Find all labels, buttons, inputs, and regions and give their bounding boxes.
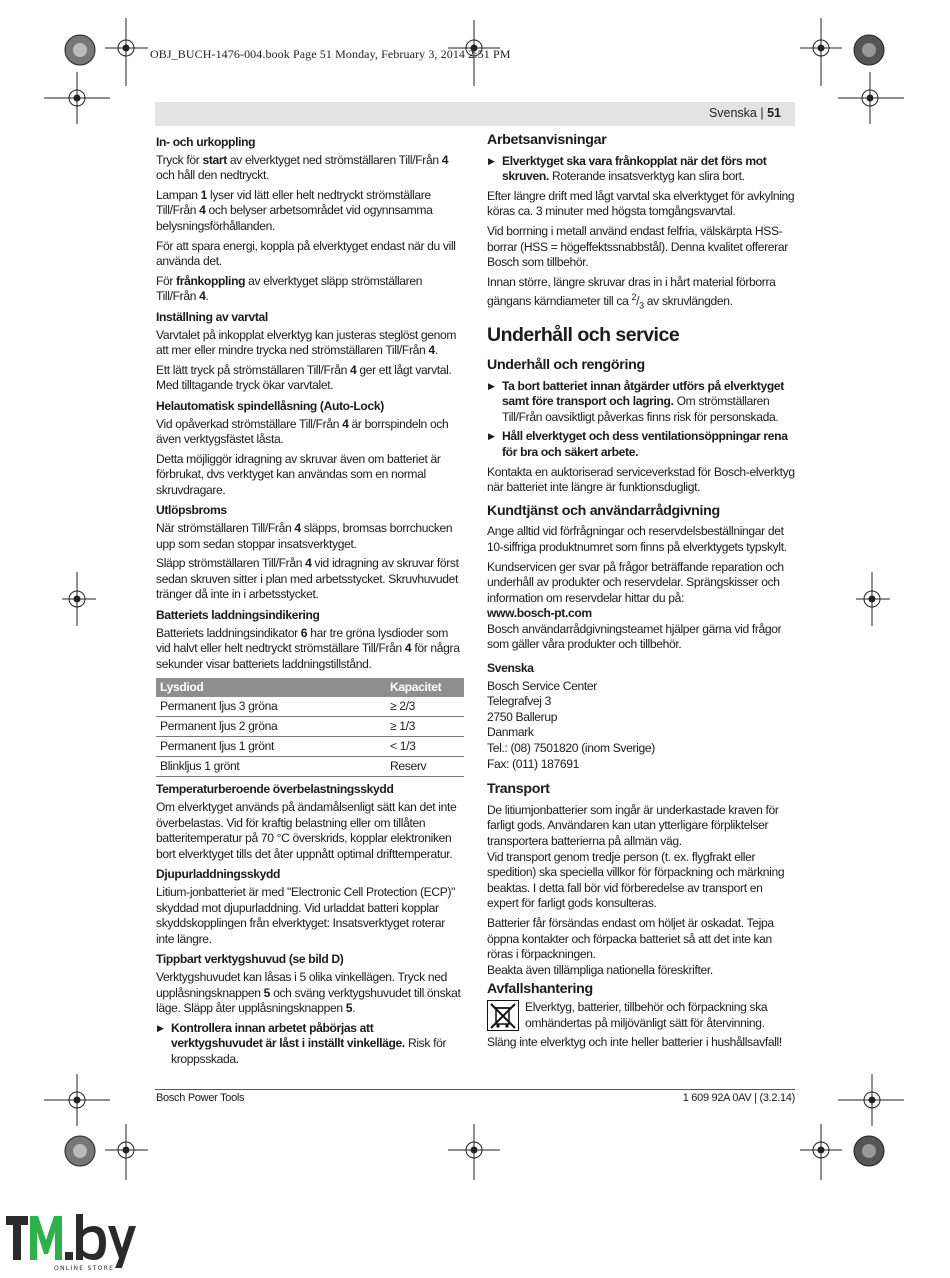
print-header: OBJ_BUCH-1476-004.book Page 51 Monday, February 3, 2014 2:51 PM — [150, 47, 511, 61]
column-header: Lysdiod — [156, 678, 386, 697]
left-column — [156, 130, 464, 1072]
paragraph: Om elverktyget används på ändamålsenligt sätt kan det inte överbelastas. Vid för kraftig belastning eller om tillåten batteritemperatur på 70 °C överskrids, kopplar elektroniken bort elverktyget tills det åter uppnått optimal drifttemperatur. — [156, 800, 457, 861]
table-row — [156, 697, 464, 717]
paragraph: Vid borrning i metall använd endast felfria, välskärpta HSS-borrar (HSS = högeffektssnabbstål). Denna kvalitet offererar Bosch som tillbehör. — [487, 223, 788, 270]
section-heading: Djupurladdningsskydd — [156, 867, 281, 882]
table-cell: ≥ 1/3 — [386, 717, 464, 737]
address-line: Fax: (011) 187691 — [487, 756, 579, 771]
section-heading: Underhåll och rengöring — [487, 356, 645, 373]
paragraph: Batteriets laddningsindikator 6 har tre gröna lysdioder som vid halvt eller helt nedtryckt strömställare Till/Från 4 för några sekunder visar batteriets laddningstillstånd. — [156, 625, 460, 671]
battery-indicator-table — [156, 678, 464, 777]
page-number: 51 — [767, 106, 781, 120]
address-line: Telegrafvej 3 — [487, 694, 552, 709]
section-heading: Arbetsanvisningar — [487, 132, 607, 148]
paragraph: Tryck för start av elverktyget ned strömställaren Till/Från 4 och håll den nedtryckt. — [156, 152, 449, 183]
section-heading: Transport — [487, 781, 550, 798]
triangle-right-icon: ▶ — [488, 431, 495, 442]
section-heading: Svenska — [487, 661, 534, 676]
address-line: Bosch Service Center — [487, 678, 597, 693]
table-cell: Permanent ljus 2 gröna — [156, 717, 386, 737]
paragraph: För att spara energi, koppla på elverktyget endast när du vill använda det. — [156, 238, 456, 269]
paragraph: Släng inte elverktyg och inte heller batterier i hushållsavfall! — [487, 1035, 782, 1050]
paragraph: Verktygshuvudet kan låsas i 5 olika vinkellägen. Tryck ned upplåsningsknappen 5 och sväng verktygshuvudet till önskat läge. Släpp åter upplåsningsknappen 5. — [156, 969, 461, 1016]
section-heading: Temperaturberoende överbelastningsskydd — [156, 782, 394, 797]
warning-bullet: ▶ Ta bort batteriet innan åtgärder utförs på elverktyget samt före transport och lagring. Om strömställaren Till/Från oavsiktligt påverkas finns risk för personskada. — [488, 378, 784, 424]
triangle-right-icon: ▶ — [488, 380, 495, 391]
chapter-heading: Underhåll och service — [487, 324, 680, 347]
table-header-row — [156, 678, 464, 697]
page-header — [709, 106, 781, 120]
paragraph: Lampan 1 lyser vid lätt eller helt nedtryckt strömställare Till/Från 4 och belyser arbetsområdet vid ogynnsamma belysningsförhållanden. — [156, 187, 433, 233]
section-heading: Utlöpsbroms — [156, 503, 227, 518]
warning-bullet: ▶ Håll elverktyget och dess ventilationsöppningar rena för bra och säkert arbete. — [488, 429, 788, 459]
warning-bullet: ▶ Elverktyget ska vara frånkopplat när det förs mot skruven. Roterande insatsverktyg kan slira bort. — [488, 153, 767, 184]
address-line: 2750 Ballerup — [487, 709, 558, 724]
section-heading: Tippbart verktygshuvud (se bild D) — [156, 952, 344, 967]
paragraph: Kontakta en auktoriserad serviceverkstad för Bosch-elverktyg när batteriet inte längre är funktionsdugligt. — [487, 464, 795, 495]
logo-subtext: ONLINE STORE — [54, 1265, 115, 1272]
paragraph: Elverktyg, batterier, tillbehör och förpackning ska omhändertas på miljövänligt sätt för återvinning. — [525, 999, 768, 1030]
triangle-right-icon: ▶ — [157, 1022, 164, 1033]
table-cell: Permanent ljus 1 grönt — [156, 737, 386, 757]
paragraph: Ange alltid vid förfrågningar och reservdelsbeställningar det 10-siffriga produktnumret som finns på elverktygets typskylt. — [487, 524, 787, 554]
warning-bullet: ▶ Kontrollera innan arbetet påbörjas att verktygshuvudet är låst i inställt vinkelläge. Risk för kroppsskada. — [157, 1020, 447, 1066]
footer-brand: Bosch Power Tools — [156, 1092, 245, 1104]
table-cell: Reserv — [386, 757, 464, 777]
section-heading: Kundtjänst och användarrådgivning — [487, 502, 720, 519]
paragraph: Batterier får försändas endast om höljet är oskadat. Tejpa öppna kontakter och förpacka batteriet så att det inte kan röras i förpackningen. — [487, 915, 774, 962]
table-cell: Blinkljus 1 grönt — [156, 757, 386, 777]
tmby-logo — [6, 1210, 142, 1272]
section-heading: Inställning av varvtal — [156, 309, 268, 324]
column-header: Kapacitet — [386, 678, 464, 697]
paragraph: Ett lätt tryck på strömställaren Till/Från 4 ger ett lågt varvtal. Med tilltagande tryck ökar varvtalet. — [156, 362, 452, 393]
footer-divider — [155, 1089, 795, 1090]
section-heading: Batteriets laddningsindikering — [156, 608, 320, 623]
paragraph: För frånkoppling av elverktyget släpp strömställaren Till/Från 4. — [156, 273, 423, 304]
header-language: Svenska — [708, 106, 757, 120]
paragraph: När strömställaren Till/Från 4 släpps, bromsas borrchucken upp som sedan stoppar insatsverktyget. — [156, 521, 453, 551]
table-row — [156, 717, 464, 737]
page-header-bar — [155, 102, 795, 126]
paragraph: Beakta även tillämpliga nationella föreskrifter. — [487, 962, 713, 977]
address-line: Tel.: (08) 7501820 (inom Sverige) — [487, 741, 655, 756]
table-cell: < 1/3 — [386, 737, 464, 757]
table-cell: ≥ 2/3 — [386, 697, 464, 717]
crossed-out-bin-icon — [487, 1000, 519, 1031]
table-row — [156, 737, 464, 757]
website-link[interactable]: www.bosch-pt.com — [487, 606, 592, 621]
section-heading: In- och urkoppling — [156, 135, 256, 149]
paragraph: Kundservicen ger svar på frågor beträffande reparation och underhåll av produkter och reservdelar. Sprängskisser och information om reservdelar hittar du på: — [487, 559, 784, 605]
paragraph: De litiumjonbatterier som ingår är underkastade kraven för farligt gods. Användaren kan utan ytterligare förpliktelser transportera batterierna på allmän väg. — [487, 802, 779, 848]
paragraph: Varvtalet på inkopplat elverktyg kan justeras steglöst genom att mer eller mindre trycka ned strömställaren Till/Från 4. — [156, 327, 457, 358]
address-line: Danmark — [487, 725, 534, 740]
paragraph: Släpp strömställaren Till/Från 4 vid idragning av skruvar först sedan skruven sitter i plan med arbetsstycket. Skruvhuvudet tränger då inte in i arbetsstycket. — [156, 556, 459, 602]
paragraph: Bosch användarrådgivningsteamet hjälper gärna vid frågor som gäller våra produkter och tillbehör. — [487, 621, 782, 652]
section-heading: Avfallshantering — [487, 981, 593, 998]
right-column — [487, 130, 795, 1055]
paragraph: Litium-jonbatteriet är med "Electronic Cell Protection (ECP)" skyddad mot djupurladdning. Vid urladdat batteri kopplar skyddskopplingen från elverktyget: Insatsverktyget roterar inte längre. — [156, 884, 456, 946]
disposal-block — [487, 1000, 795, 1031]
table-cell: Permanent ljus 3 gröna — [156, 697, 386, 717]
triangle-right-icon: ▶ — [488, 155, 495, 166]
paragraph: Efter längre drift med lågt varvtal ska elverktyget för avkylning köras ca. 3 minuter med högsta tomgångsvarvtal. — [487, 188, 795, 219]
footer-doc-number: 1 609 92A 0AV | (3.2.14) — [682, 1092, 795, 1104]
paragraph: Innan större, längre skruvar dras in i hårt material förborra gängans kärndiameter till ca $^2/_3$ av skruvlängden. — [487, 274, 776, 311]
paragraph: Vid transport genom tredje person (t. ex. flygfrakt eller spedition) ska speciella villkor för förpackning och märkning beaktas. I detta fall bör vid förberedelse av transport en expert för farligt gods konsulteras. — [487, 849, 785, 911]
service-address — [487, 679, 795, 773]
paragraph: Vid opåverkad strömställare Till/Från 4 är borrspindeln och även verktygsfästet låsta. — [156, 416, 449, 447]
section-heading: Helautomatisk spindellåsning (Auto-Lock) — [156, 398, 384, 413]
table-row — [156, 757, 464, 777]
paragraph: Detta möjliggör idragning av skruvar även om batteriet är förbrukat, dvs verktyget kan användas som en normal skruvdragare. — [156, 451, 441, 497]
header-separator: | — [756, 106, 768, 120]
